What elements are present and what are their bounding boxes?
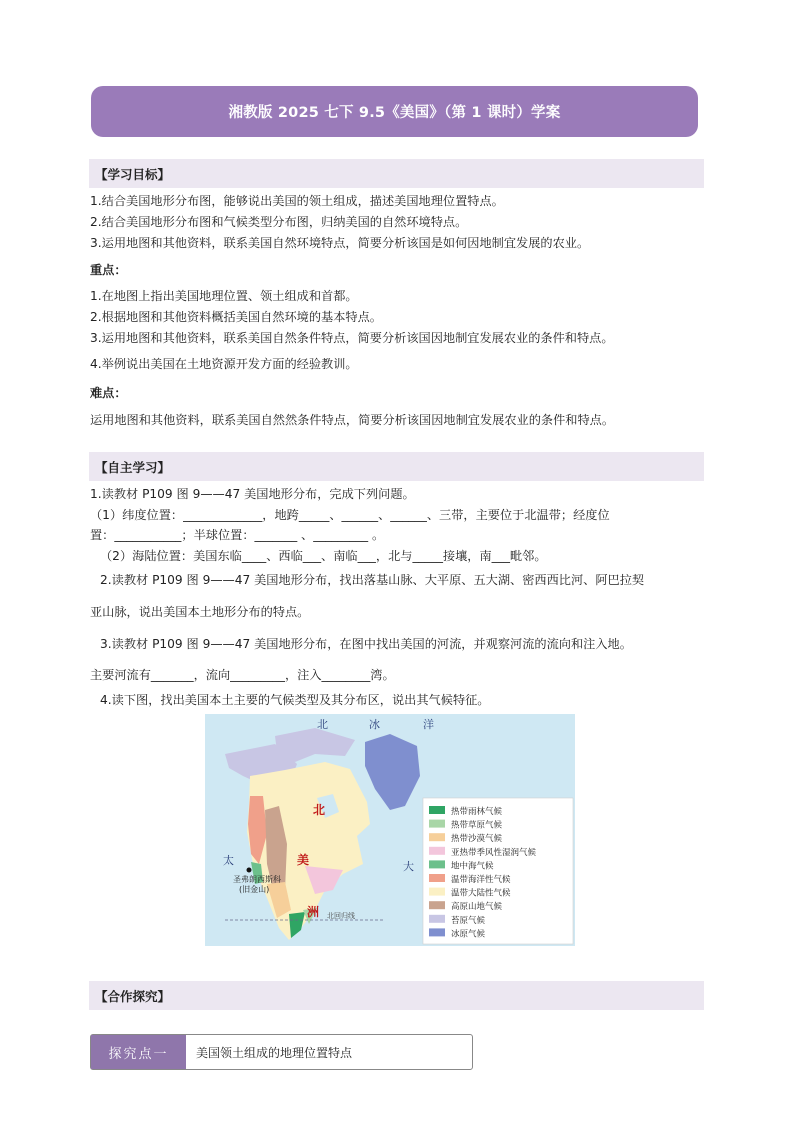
section-learning-goals: 【学习目标】 xyxy=(89,159,704,188)
map-label-north-ice: 北 xyxy=(317,718,328,731)
legend-label: 冰原气候 xyxy=(451,929,486,940)
self-study-line: （2）海陆位置：美国东临____、西临___、南临___，北与_____接壤，南___毗邻。 xyxy=(100,549,547,563)
map-label-tropic: 北回归线 xyxy=(327,912,355,920)
legend-label: 温带海洋性气候 xyxy=(451,875,511,885)
self-study-line: 4.读下图，找出美国本土主要的气候类型及其分布区，说出其气候特征。 xyxy=(100,693,490,707)
legend-label: 热带沙漠气候 xyxy=(451,834,503,845)
key-points-label: 重点： xyxy=(90,263,127,277)
explore-point-box xyxy=(90,1034,473,1070)
self-study-line: 2.读教材 P109 图 9——47 美国地形分布，找出落基山脉、大平原、五大湖、密西西比河、阿巴拉契 xyxy=(100,573,645,587)
legend-swatch xyxy=(429,806,445,814)
legend-label: 温带大陆性气候 xyxy=(451,888,511,899)
goal-item: 2.结合美国地形分布图和气候类型分布图，归纳美国的自然环境特点。 xyxy=(90,215,468,229)
difficult-label: 难点： xyxy=(90,386,127,400)
legend-swatch xyxy=(429,847,445,855)
map-label-north: 北 xyxy=(313,803,326,817)
explore-point-tag: 探究点一 xyxy=(91,1035,186,1069)
map-label-sf2: (旧金山) xyxy=(239,885,270,894)
legend-swatch xyxy=(429,833,445,841)
legend-label: 热带雨林气候 xyxy=(451,807,503,817)
legend-label: 高原山地气候 xyxy=(451,902,503,913)
legend-label: 热带草原气候 xyxy=(451,820,503,831)
map-label-mei: 美 xyxy=(297,853,310,867)
section-self-study: 【自主学习】 xyxy=(89,452,704,481)
difficult-text: 运用地图和其他资料，联系美国自然然条件特点，简要分析该国因地制宜发展农业的条件和特点。 xyxy=(90,413,615,427)
key-point-item: 1.在地图上指出美国地理位置、领土组成和首都。 xyxy=(90,289,358,303)
legend-swatch xyxy=(429,915,445,923)
legend-swatch xyxy=(429,820,445,828)
map-label-sf: 圣弗朗西斯科 xyxy=(233,875,281,884)
key-point-item: 3.运用地图和其他资料，联系美国自然条件特点，简要分析该国因地制宜发展农业的条件和特点。 xyxy=(90,331,614,345)
climate-map xyxy=(205,714,575,946)
goal-item: 1.结合美国地形分布图，能够说出美国的领土组成，描述美国地理位置特点。 xyxy=(90,194,504,208)
map-label-atlantic: 大 xyxy=(403,860,414,873)
map-label-zhou: 洲 xyxy=(307,905,320,919)
legend-label: 地中海气候 xyxy=(451,861,494,872)
key-point-item: 2.根据地图和其他资料概括美国自然环境的基本特点。 xyxy=(90,310,382,324)
self-study-line: （1）纬度位置：_____________，地跨_____、______、______、三带，主要位于北温带；经度位 xyxy=(90,508,610,522)
map-label-ocean: 洋 xyxy=(423,718,434,731)
key-point-item: 4.举例说出美国在土地资源开发方面的经验教训。 xyxy=(90,357,358,371)
legend-swatch xyxy=(429,860,445,868)
legend-swatch xyxy=(429,874,445,882)
self-study-line: 主要河流有_______，流向_________，注入________湾。 xyxy=(90,668,395,682)
legend-swatch xyxy=(429,928,445,936)
legend-swatch xyxy=(429,901,445,909)
map-label-pacific: 太 xyxy=(223,854,234,867)
page-title: 湘教版 2025 七下 9.5《美国》（第 1 课时）学案 xyxy=(91,86,698,137)
map-label-ice: 冰 xyxy=(369,718,380,731)
goal-item: 3.运用地图和其他资料，联系美国自然环境特点，简要分析该国是如何因地制宜发展的农业。 xyxy=(90,236,590,250)
self-study-line: 3.读教材 P109 图 9——47 美国地形分布，在图中找出美国的河流，并观察河流的流向和注入地。 xyxy=(100,637,632,651)
legend-label: 苔原气候 xyxy=(451,915,486,926)
self-study-line: 置：___________；半球位置：_______ 、_________ 。 xyxy=(90,528,385,542)
section-cooperative-inquiry: 【合作探究】 xyxy=(89,981,704,1010)
explore-point-text: 美国领土组成的地理位置特点 xyxy=(196,1045,353,1060)
self-study-line: 1.读教材 P109 图 9——47 美国地形分布，完成下列问题。 xyxy=(90,487,415,501)
legend-swatch xyxy=(429,888,445,896)
self-study-line: 亚山脉，说出美国本土地形分布的特点。 xyxy=(90,605,310,619)
legend-label: 亚热带季风性湿润气候 xyxy=(451,847,537,858)
